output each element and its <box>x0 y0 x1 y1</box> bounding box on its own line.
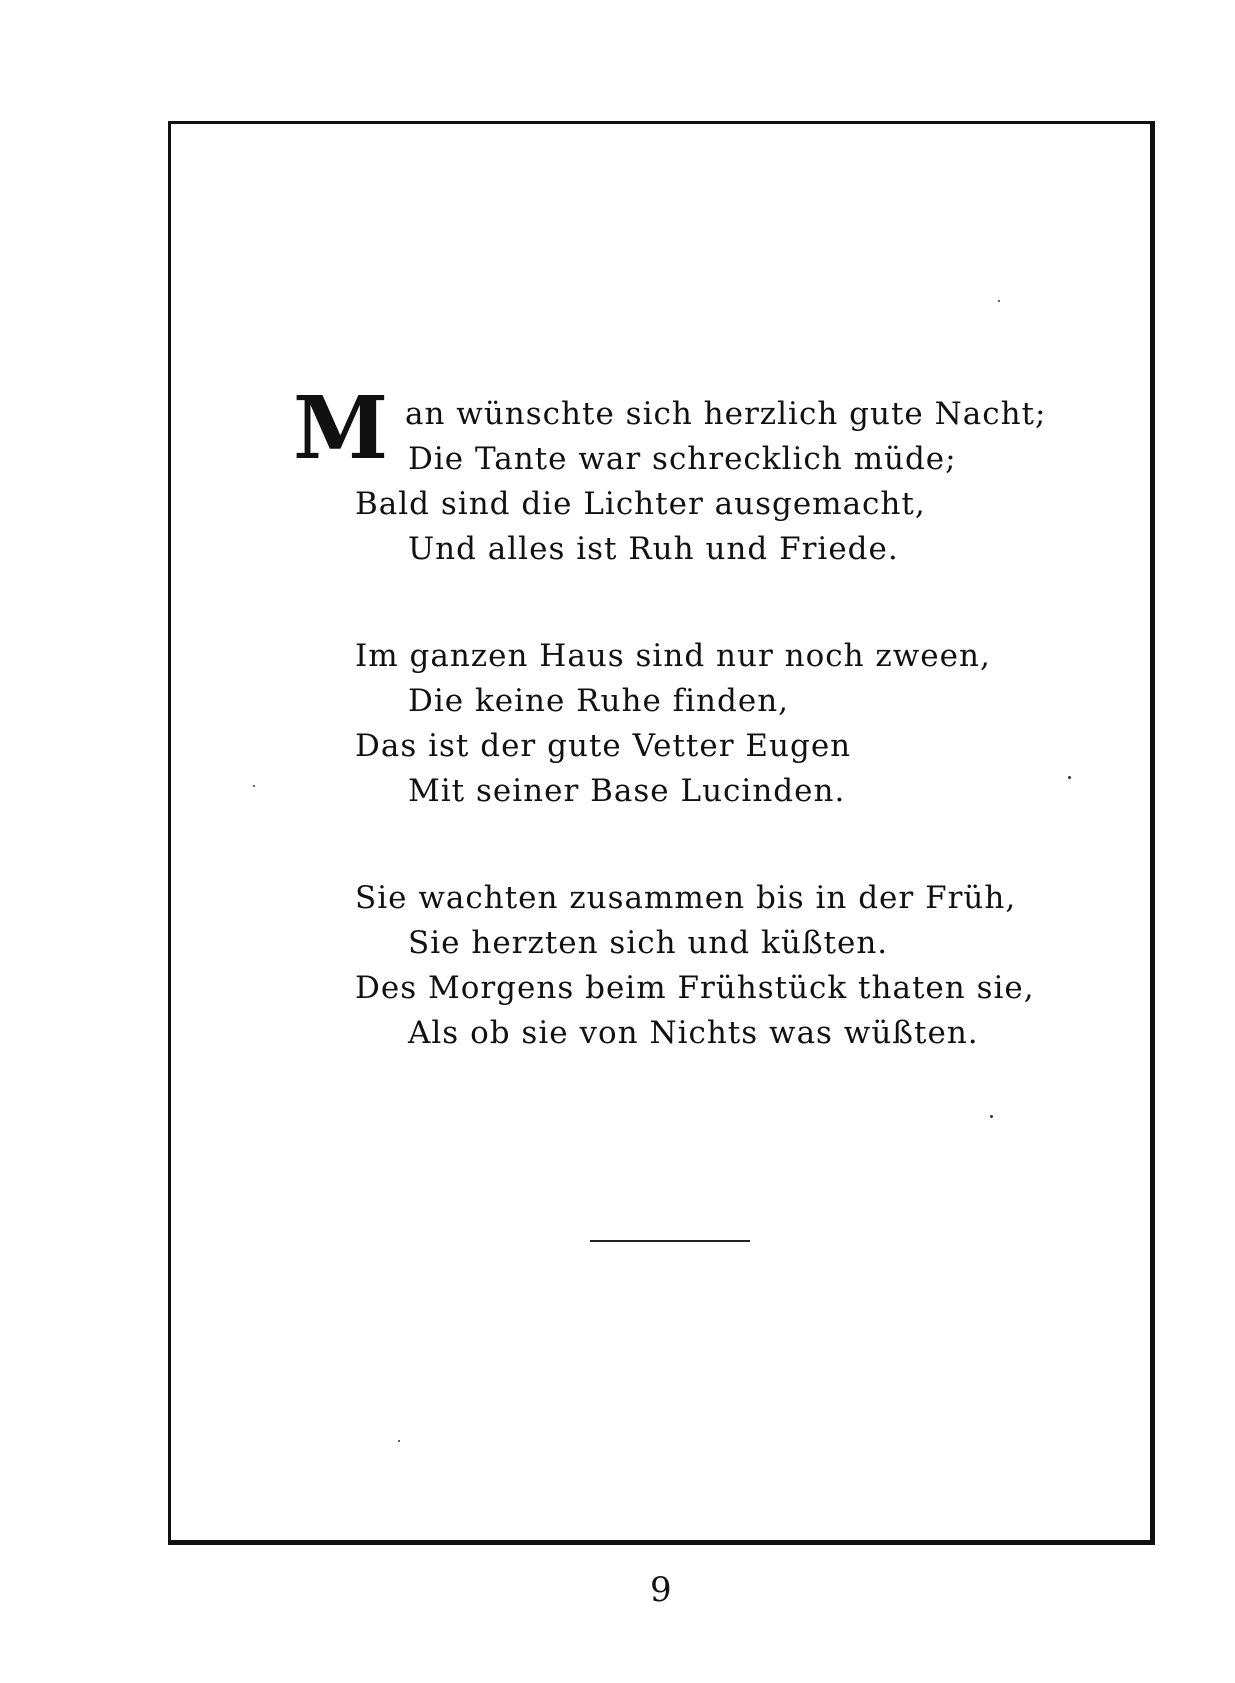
scan-speck <box>998 300 1000 302</box>
poem-line-3-4: Als ob sie von Nichts was wüßten. <box>408 1015 979 1051</box>
poem-line-1-2: Die Tante war schrecklich müde; <box>408 441 957 477</box>
poem-line-2-4: Mit seiner Base Lucinden. <box>408 773 846 809</box>
section-divider-rule <box>590 1240 750 1242</box>
poem-line-2-2: Die keine Ruhe finden, <box>408 683 790 719</box>
stanza-gap <box>355 814 1075 876</box>
poem-line-3-1: Sie wachten zusammen bis in der Früh, <box>355 880 1017 916</box>
page-number: 9 <box>650 1570 672 1610</box>
poem-line-3-2: Sie herzten sich und küßten. <box>408 925 889 961</box>
poem <box>293 378 1075 1056</box>
poem-line-1-3: Bald sind die Lichter ausgemacht, <box>355 486 926 522</box>
poem-line-1-4: Und alles ist Ruh und Friede. <box>408 531 899 567</box>
scan-speck <box>1068 776 1071 779</box>
drop-cap-initial: M <box>293 378 385 479</box>
poem-line-2-3: Das ist der gute Vetter Eugen <box>355 728 852 764</box>
scan-speck <box>990 1115 993 1118</box>
first-line-text: an wünschte sich herzlich gute Nacht; <box>405 396 1047 432</box>
scan-speck <box>398 1440 400 1442</box>
scan-speck <box>253 785 255 787</box>
poem-line-2-1: Im ganzen Haus sind nur noch zween, <box>355 638 991 674</box>
stanza-gap <box>355 572 1075 634</box>
poem-line-3-3: Des Morgens beim Frühstück thaten sie, <box>355 970 1035 1006</box>
